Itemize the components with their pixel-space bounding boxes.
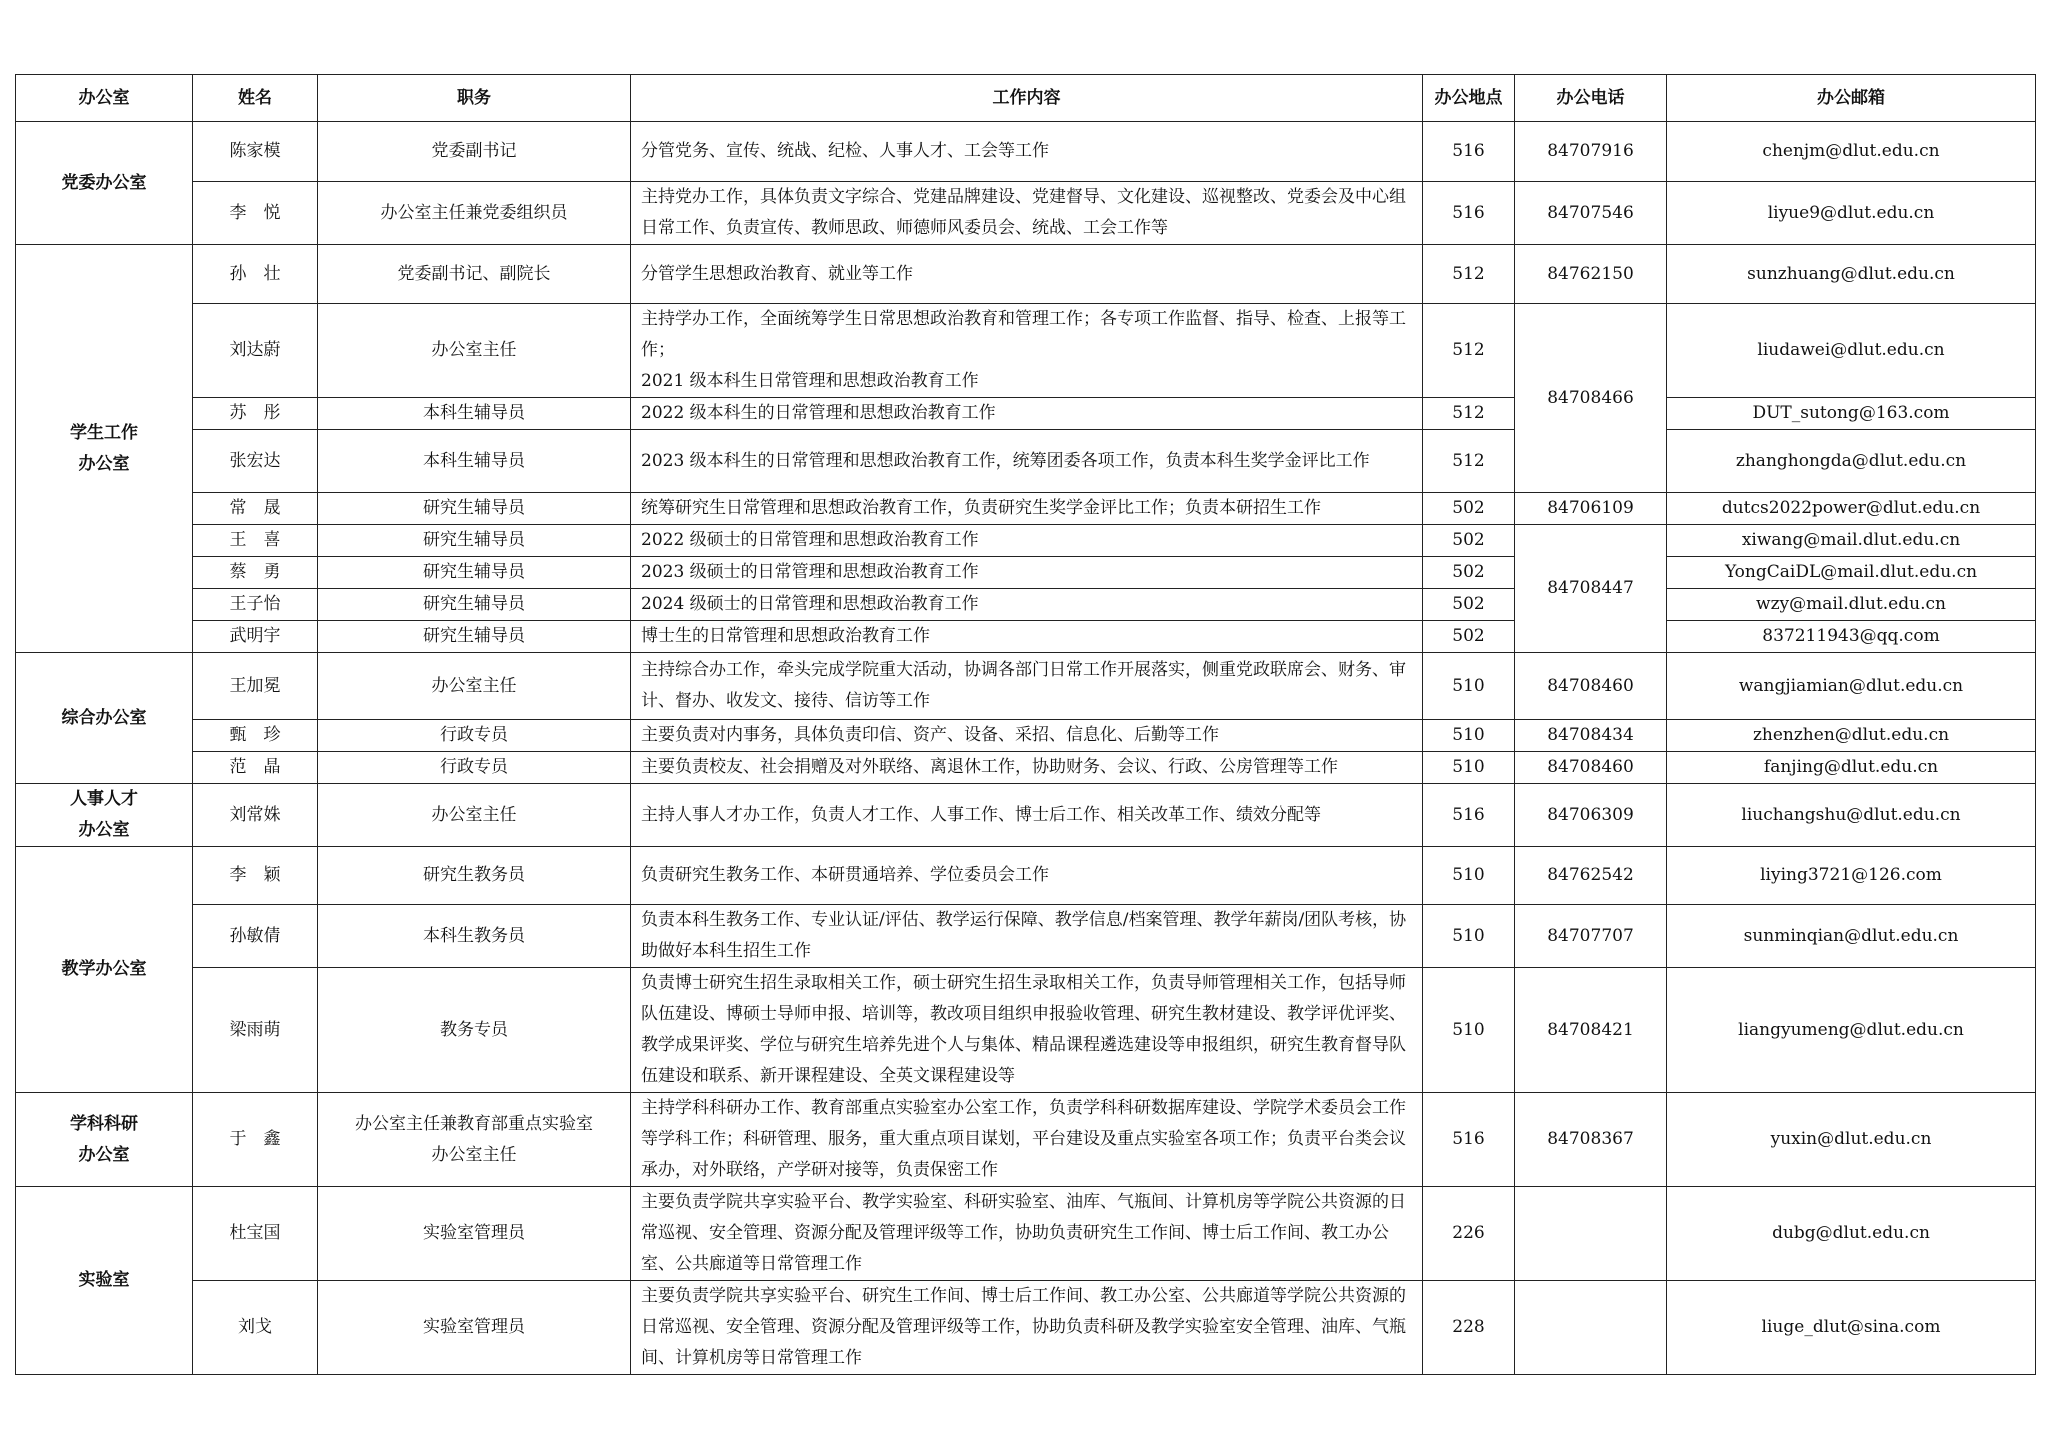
email-cell: yuxin@dlut.edu.cn [1667,1093,2036,1187]
work-cell: 2023 级硕士的日常管理和思想政治教育工作 [631,557,1423,589]
title-cell: 本科生辅导员 [318,398,631,430]
table-row [16,905,2036,968]
title-cell: 研究生教务员 [318,847,631,905]
title-cell: 实验室管理员 [318,1281,631,1375]
email-cell: zhenzhen@dlut.edu.cn [1667,720,2036,752]
name-cell: 武明宇 [193,621,318,653]
name-cell: 刘戈 [193,1281,318,1375]
title-cell: 办公室主任 [318,304,631,398]
name-cell: 蔡 勇 [193,557,318,589]
office-cell: 党委办公室 [16,122,193,245]
name-cell: 范 晶 [193,752,318,784]
name-cell: 李 颖 [193,847,318,905]
name-cell: 杜宝国 [193,1187,318,1281]
room-cell: 510 [1423,653,1515,720]
work-cell: 2023 级本科生的日常管理和思想政治教育工作，统筹团委各项工作，负责本科生奖学金评比工作 [631,430,1423,493]
header-phone: 办公电话 [1515,75,1667,122]
title-cell: 党委副书记、副院长 [318,245,631,304]
phone-cell: 84708460 [1515,752,1667,784]
office-cell: 实验室 [16,1187,193,1375]
office-cell: 学科科研 办公室 [16,1093,193,1187]
title-cell: 本科生教务员 [318,905,631,968]
table-row [16,122,2036,182]
title-cell: 办公室主任 [318,784,631,847]
work-cell: 负责博士研究生招生录取相关工作，硕士研究生招生录取相关工作，负责导师管理相关工作，包括导师队伍建设、博硕士导师申报、培训等，教改项目组织申报验收管理、研究生教材建设、教学评优评奖、教学成果评奖、学位与研究生培养先进个人与集体、精品课程遴选建设等申报组织，研究生教育督导队伍建设和联系、新开课程建设、全英文课程建设等 [631,968,1423,1093]
room-cell: 510 [1423,752,1515,784]
email-cell: sunminqian@dlut.edu.cn [1667,905,2036,968]
phone-cell: 84762150 [1515,245,1667,304]
email-cell: liangyumeng@dlut.edu.cn [1667,968,2036,1093]
table-row [16,1093,2036,1187]
table-row [16,525,2036,557]
title-cell: 研究生辅导员 [318,589,631,621]
header-email: 办公邮箱 [1667,75,2036,122]
table-row [16,621,2036,653]
header-work: 工作内容 [631,75,1423,122]
contact-table [15,74,2036,1375]
phone-cell [1515,1281,1667,1375]
email-cell: liyue9@dlut.edu.cn [1667,182,2036,245]
phone-cell: 84708434 [1515,720,1667,752]
title-cell: 研究生辅导员 [318,493,631,525]
work-cell: 主持人事人才办工作，负责人才工作、人事工作、博士后工作、相关改革工作、绩效分配等 [631,784,1423,847]
office-cell: 综合办公室 [16,653,193,784]
email-cell: wzy@mail.dlut.edu.cn [1667,589,2036,621]
name-cell: 苏 彤 [193,398,318,430]
room-cell: 228 [1423,1281,1515,1375]
email-cell: fanjing@dlut.edu.cn [1667,752,2036,784]
work-cell: 负责研究生教务工作、本研贯通培养、学位委员会工作 [631,847,1423,905]
header-office: 办公室 [16,75,193,122]
phone-cell: 84707707 [1515,905,1667,968]
email-cell: DUT_sutong@163.com [1667,398,2036,430]
room-cell: 510 [1423,905,1515,968]
table-row [16,847,2036,905]
phone-cell: 84762542 [1515,847,1667,905]
room-cell: 510 [1423,968,1515,1093]
work-cell: 2022 级硕士的日常管理和思想政治教育工作 [631,525,1423,557]
email-cell: dutcs2022power@dlut.edu.cn [1667,493,2036,525]
phone-cell: 84708466 [1515,304,1667,493]
header-room: 办公地点 [1423,75,1515,122]
work-cell: 分管党务、宣传、统战、纪检、人事人才、工会等工作 [631,122,1423,182]
work-cell: 主要负责学院共享实验平台、教学实验室、科研实验室、油库、气瓶间、计算机房等学院公共资源的日常巡视、安全管理、资源分配及管理评级等工作，协助负责研究生工作间、博士后工作间、教工办公室、公共廊道等日常管理工作 [631,1187,1423,1281]
phone-cell: 84706109 [1515,493,1667,525]
phone-cell: 84707546 [1515,182,1667,245]
table-row [16,304,2036,398]
email-cell: liudawei@dlut.edu.cn [1667,304,2036,398]
room-cell: 502 [1423,525,1515,557]
name-cell: 于 鑫 [193,1093,318,1187]
work-cell: 主持党办工作，具体负责文字综合、党建品牌建设、党建督导、文化建设、巡视整改、党委会及中心组日常工作、负责宣传、教师思政、师德师风委员会、统战、工会工作等 [631,182,1423,245]
phone-cell: 84708460 [1515,653,1667,720]
room-cell: 512 [1423,430,1515,493]
work-cell: 博士生的日常管理和思想政治教育工作 [631,621,1423,653]
table-row [16,968,2036,1093]
email-cell: liuge_dlut@sina.com [1667,1281,2036,1375]
work-cell: 主要负责学院共享实验平台、研究生工作间、博士后工作间、教工办公室、公共廊道等学院公共资源的日常巡视、安全管理、资源分配及管理评级等工作，协助负责科研及教学实验室安全管理、油库、气瓶间、计算机房等日常管理工作 [631,1281,1423,1375]
name-cell: 张宏达 [193,430,318,493]
title-cell: 行政专员 [318,752,631,784]
table-row [16,398,2036,430]
email-cell: liuchangshu@dlut.edu.cn [1667,784,2036,847]
email-cell: xiwang@mail.dlut.edu.cn [1667,525,2036,557]
title-cell: 行政专员 [318,720,631,752]
email-cell: wangjiamian@dlut.edu.cn [1667,653,2036,720]
phone-cell: 84706309 [1515,784,1667,847]
table-row [16,493,2036,525]
work-cell: 主要负责校友、社会捐赠及对外联络、离退休工作，协助财务、会议、行政、公房管理等工作 [631,752,1423,784]
table-row [16,653,2036,720]
title-cell: 研究生辅导员 [318,557,631,589]
phone-cell: 84707916 [1515,122,1667,182]
email-cell: zhanghongda@dlut.edu.cn [1667,430,2036,493]
title-cell: 办公室主任兼党委组织员 [318,182,631,245]
work-cell: 负责本科生教务工作、专业认证/评估、教学运行保障、教学信息/档案管理、教学年薪岗/团队考核，协助做好本科生招生工作 [631,905,1423,968]
email-cell: YongCaiDL@mail.dlut.edu.cn [1667,557,2036,589]
email-cell: dubg@dlut.edu.cn [1667,1187,2036,1281]
room-cell: 516 [1423,122,1515,182]
title-cell: 研究生辅导员 [318,525,631,557]
work-cell: 分管学生思想政治教育、就业等工作 [631,245,1423,304]
table-row [16,182,2036,245]
work-cell: 统筹研究生日常管理和思想政治教育工作，负责研究生奖学金评比工作；负责本研招生工作 [631,493,1423,525]
email-cell: chenjm@dlut.edu.cn [1667,122,2036,182]
work-cell: 主要负责对内事务，具体负责印信、资产、设备、采招、信息化、后勤等工作 [631,720,1423,752]
room-cell: 512 [1423,398,1515,430]
office-cell: 教学办公室 [16,847,193,1093]
name-cell: 梁雨萌 [193,968,318,1093]
phone-cell: 84708367 [1515,1093,1667,1187]
work-cell: 2022 级本科生的日常管理和思想政治教育工作 [631,398,1423,430]
room-cell: 512 [1423,245,1515,304]
table-row [16,752,2036,784]
table-row [16,720,2036,752]
title-cell: 教务专员 [318,968,631,1093]
name-cell: 王 喜 [193,525,318,557]
office-cell: 人事人才 办公室 [16,784,193,847]
office-cell: 学生工作 办公室 [16,245,193,653]
title-cell: 党委副书记 [318,122,631,182]
name-cell: 李 悦 [193,182,318,245]
room-cell: 502 [1423,557,1515,589]
room-cell: 510 [1423,847,1515,905]
header-title: 职务 [318,75,631,122]
table-row [16,245,2036,304]
title-cell: 本科生辅导员 [318,430,631,493]
title-cell: 研究生辅导员 [318,621,631,653]
table-row [16,1187,2036,1281]
room-cell: 502 [1423,589,1515,621]
name-cell: 孙敏倩 [193,905,318,968]
phone-cell [1515,1187,1667,1281]
name-cell: 甄 珍 [193,720,318,752]
name-cell: 王子怡 [193,589,318,621]
work-cell: 主持学科科研办工作、教育部重点实验室办公室工作，负责学科科研数据库建设、学院学术委员会工作等学科工作；科研管理、服务，重大重点项目谋划，平台建设及重点实验室各项工作；负责平台类会议承办，对外联络，产学研对接等，负责保密工作 [631,1093,1423,1187]
email-cell: 837211943@qq.com [1667,621,2036,653]
table-row [16,557,2036,589]
name-cell: 陈家模 [193,122,318,182]
room-cell: 512 [1423,304,1515,398]
name-cell: 常 晟 [193,493,318,525]
room-cell: 516 [1423,1093,1515,1187]
table-row [16,430,2036,493]
room-cell: 516 [1423,182,1515,245]
table-row [16,1281,2036,1375]
email-cell: liying3721@126.com [1667,847,2036,905]
name-cell: 王加冕 [193,653,318,720]
work-cell: 2024 级硕士的日常管理和思想政治教育工作 [631,589,1423,621]
name-cell: 刘达蔚 [193,304,318,398]
title-cell: 实验室管理员 [318,1187,631,1281]
room-cell: 510 [1423,720,1515,752]
title-cell: 办公室主任兼教育部重点实验室 办公室主任 [318,1093,631,1187]
header-row [16,75,2036,122]
room-cell: 226 [1423,1187,1515,1281]
title-cell: 办公室主任 [318,653,631,720]
phone-cell: 84708421 [1515,968,1667,1093]
phone-cell: 84708447 [1515,525,1667,653]
room-cell: 516 [1423,784,1515,847]
email-cell: sunzhuang@dlut.edu.cn [1667,245,2036,304]
work-cell: 主持综合办工作，牵头完成学院重大活动，协调各部门日常工作开展落实，侧重党政联席会、财务、审计、督办、收发文、接待、信访等工作 [631,653,1423,720]
name-cell: 孙 壮 [193,245,318,304]
header-name: 姓名 [193,75,318,122]
room-cell: 502 [1423,621,1515,653]
name-cell: 刘常姝 [193,784,318,847]
table-row [16,589,2036,621]
work-cell: 主持学办工作，全面统筹学生日常思想政治教育和管理工作；各专项工作监督、指导、检查、上报等工作； 2021 级本科生日常管理和思想政治教育工作 [631,304,1423,398]
room-cell: 502 [1423,493,1515,525]
table-row [16,784,2036,847]
